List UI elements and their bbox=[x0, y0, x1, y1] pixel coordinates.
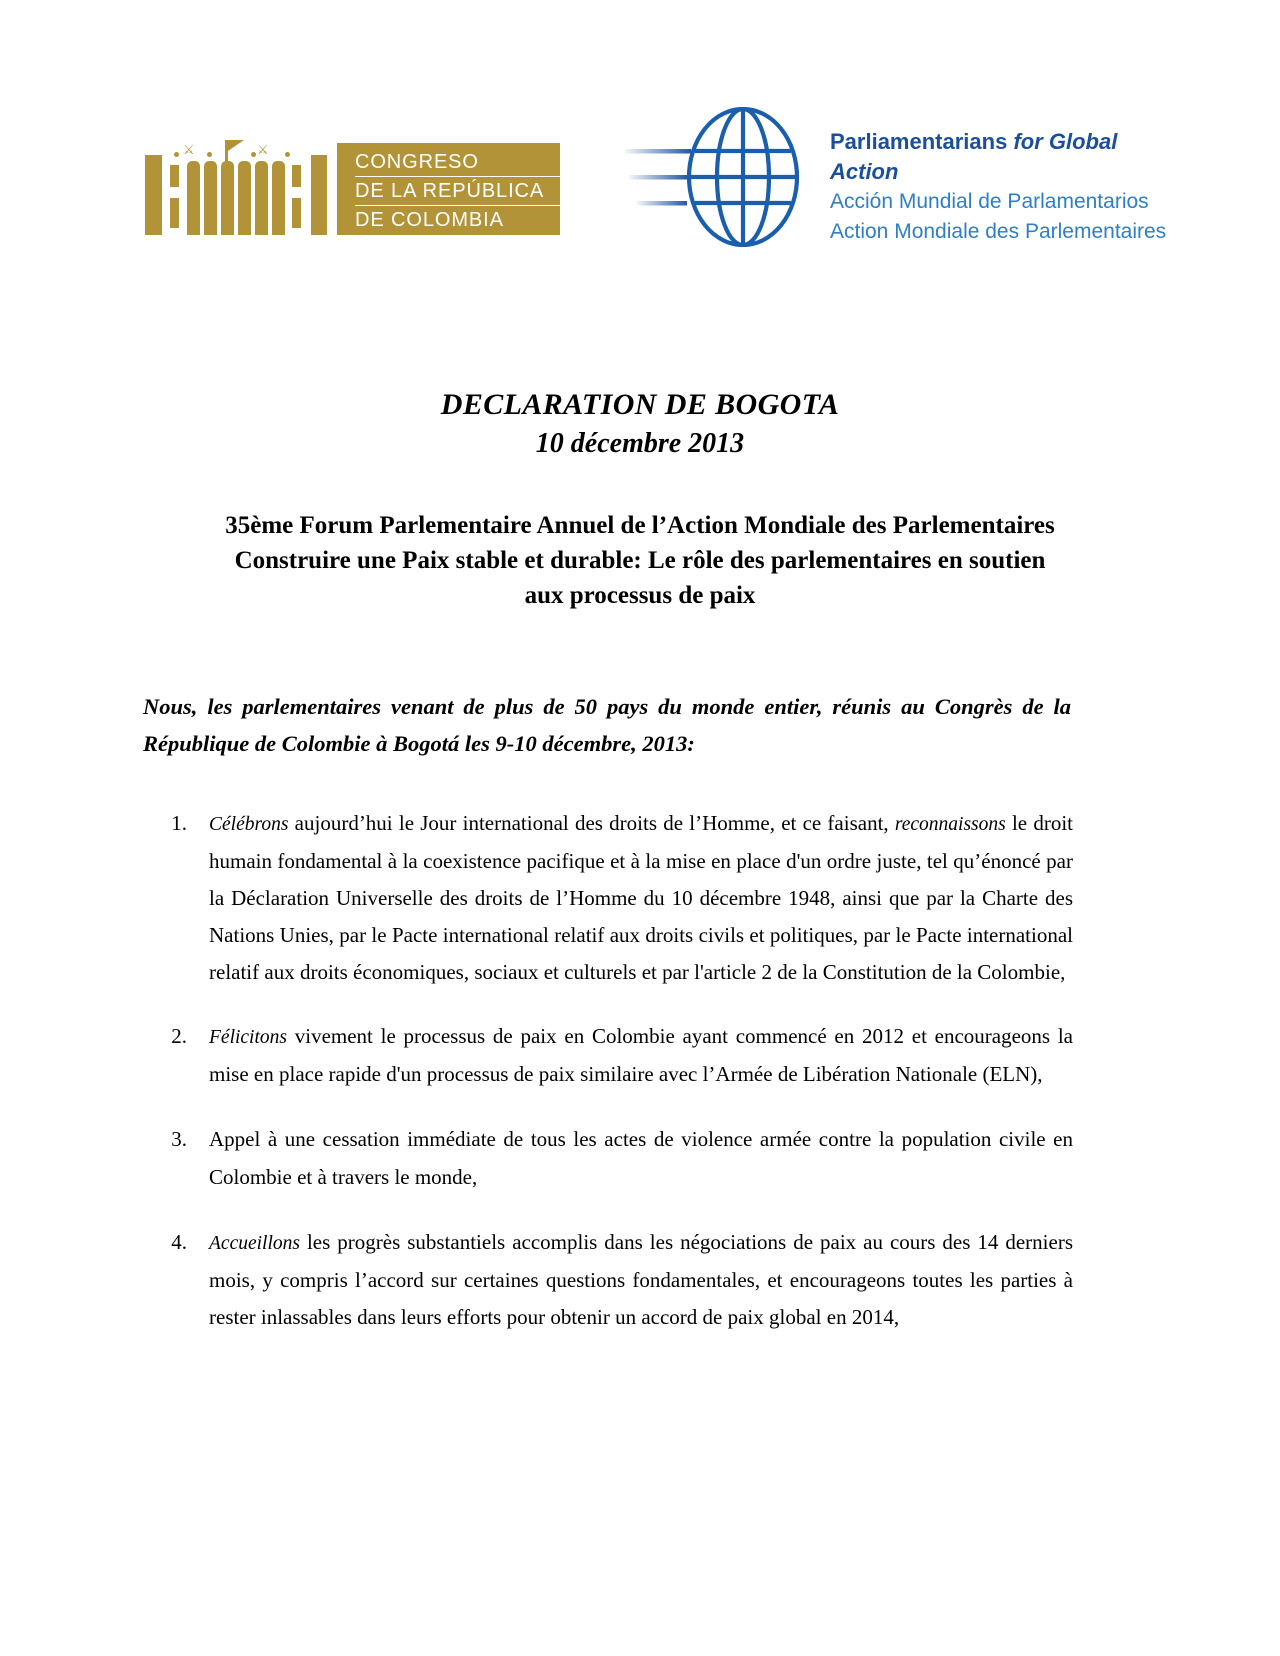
clause-number: 2. bbox=[171, 1024, 187, 1048]
globe-icon bbox=[625, 107, 825, 247]
clause-number: 1. bbox=[171, 811, 187, 835]
clause-text bbox=[209, 805, 1073, 991]
congreso-line-3: DE COLOMBIA bbox=[355, 209, 504, 231]
clause-number: 3. bbox=[171, 1127, 187, 1151]
list-item bbox=[143, 805, 1073, 991]
clause-text-a: les progrès substantiels accomplis dans les négociations de paix au cours des 14 derniers mois, y compris l’accord sur certaines questions fondamentales, et encourageons toutes les parties à rester inlassables dans leurs efforts pour obtenir un accord de paix global en 2014, bbox=[209, 1230, 1073, 1329]
pga-line-1-plain: Parliamentarians bbox=[830, 129, 1014, 154]
clause-lead-word: Accueillons bbox=[209, 1233, 300, 1254]
list-item bbox=[143, 1018, 1073, 1094]
clause-lead-word: Célébrons bbox=[209, 814, 289, 835]
bird-icon: ⚔ bbox=[183, 142, 195, 157]
clause-text-b: le droit humain fondamental à la coexistence pacifique et à la mise en place d'un ordre juste, tel qu’énoncé par la Déclaration Universelle des droits de l’Homme du 10 décembre 1948, ainsi que par la Charte des Nations Unies, par le Pacte international relatif aux droits civils et politiques, par le Pacte international relatif aux droits économiques, sociaux et culturels et par l'article 2 de la Constitution de la Colombie, bbox=[209, 811, 1073, 984]
bird-icon: ⚔ bbox=[257, 142, 269, 157]
clause-text-a: Appel à une cessation immédiate de tous les actes de violence armée contre la population civile en Colombie et à travers le monde, bbox=[209, 1127, 1073, 1189]
pga-wordmark bbox=[830, 127, 1190, 247]
pga-line-2: Acción Mundial de Parlamentarios bbox=[830, 190, 1149, 213]
congreso-line-2: DE LA REPÚBLICA bbox=[355, 179, 560, 206]
clause-text-a: vivement le processus de paix en Colombie ayant commencé en 2012 et encourageons la mise en place rapide d'un processus de paix similaire avec l’Armée de Libération Nationale (ELN), bbox=[209, 1024, 1073, 1086]
clause-mid-italic: reconnaissons bbox=[894, 814, 1006, 835]
document-subtitle-line-2: Construire une Paix stable et durable: Le rôle des parlementaires en soutien bbox=[234, 547, 1046, 574]
document-title: DECLARATION DE BOGOTA bbox=[440, 388, 840, 421]
document-header bbox=[0, 105, 1280, 250]
clause-lead-word: Félicitons bbox=[209, 1027, 287, 1048]
congreso-de-la-republica-de-colombia-logo bbox=[145, 123, 560, 235]
pga-line-1-italic: for Global Action bbox=[830, 129, 1118, 184]
declaration-clause-list bbox=[143, 805, 1073, 1364]
clause-text bbox=[209, 1018, 1073, 1094]
document-intro-paragraph: Nous, les parlementaires venant de plus de 50 pays du monde entier, réunis au Congrès de la République de Colombie à Bogotá les 9-10 décembre, 2013: bbox=[143, 694, 1071, 756]
list-item bbox=[143, 1121, 1073, 1197]
congreso-capitol-icon bbox=[145, 143, 327, 235]
pga-line-1 bbox=[830, 127, 1190, 187]
flag-icon bbox=[228, 140, 244, 151]
congreso-wordmark bbox=[337, 143, 560, 235]
document-subtitle bbox=[150, 508, 1130, 613]
document-date: 10 décembre 2013 bbox=[535, 428, 745, 459]
clause-number: 4. bbox=[171, 1230, 187, 1254]
clause-text bbox=[209, 1121, 1073, 1197]
document-subtitle-line-1: 35ème Forum Parlementaire Annuel de l’Action Mondiale des Parlementaires bbox=[225, 512, 1055, 539]
congreso-line-1: CONGRESO bbox=[355, 150, 560, 177]
pga-line-3: Action Mondiale des Parlementaires bbox=[830, 220, 1167, 243]
parliamentarians-for-global-action-logo bbox=[625, 105, 1185, 250]
document-subtitle-line-3: aux processus de paix bbox=[524, 582, 756, 609]
clause-text-a: aujourd’hui le Jour international des droits de l’Homme, et ce faisant, bbox=[288, 811, 895, 835]
clause-text bbox=[209, 1224, 1073, 1337]
list-item bbox=[143, 1224, 1073, 1337]
